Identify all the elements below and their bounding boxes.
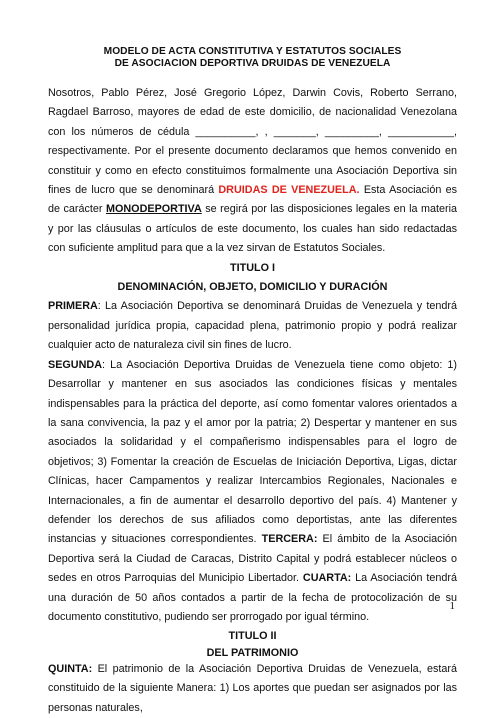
titulo-2-heading: TITULO II — [228, 630, 277, 643]
clause-primera — [48, 297, 457, 355]
titulo-2-subtitle: DEL PATRIMONIO — [206, 646, 299, 659]
clause-tercera-text: El ámbito de la Asociación Deportiva será la Ciudad de Caracas, Distrito Capital y podrá establecer núcleos o sedes en otros Parroquias del Municipio Libertador. — [48, 533, 457, 585]
title-line-1: MODELO DE ACTA CONSTITUTIVA Y ESTATUTOS SOCIALES — [103, 46, 402, 57]
clause-segunda-label: SEGUNDA — [48, 358, 102, 371]
titulo-1-subtitle: DENOMINACIÓN, OBJETO, DOMICILIO Y DURACIÓN — [117, 281, 388, 294]
intro-text-3: se regirá por las disposiciones legales en la materia y por las cláusulas o artículos de este documento, los cuales han sido redactadas con suficiente amplitud para que a la vez sirvan de Estatutos Sociales. — [48, 203, 457, 255]
clause-primera-text: : La Asociación Deportiva se denominará Druidas de Venezuela y tendrá personalidad jurídica propia, capacidad plena, patrimonio propio y podrá realizar cualquier acto de naturaleza civil sin fines de lucro. — [48, 300, 457, 352]
clause-primera-label: PRIMERA — [48, 300, 98, 313]
association-type: MONODEPORTIVA — [105, 203, 202, 216]
association-name: DRUIDAS DE VENEZUELA. — [218, 184, 360, 197]
title-line-2: DE ASOCIACION DEPORTIVA DRUIDAS DE VENEZUELA — [114, 58, 391, 69]
clause-tercera-label: TERCERA: — [261, 533, 318, 546]
page-number: 1 — [449, 600, 455, 612]
titulo-1-heading: TITULO I — [230, 261, 275, 274]
clause-cuarta-label: CUARTA: — [302, 572, 352, 585]
clause-segunda — [48, 356, 457, 628]
intro-paragraph — [48, 84, 457, 259]
intro-text-2: Esta Asociación es de carácter — [48, 184, 458, 216]
intro-text-1: Nosotros, Pablo Pérez, José Gregorio López, Darwin Covis, Roberto Serrano, Ragdael Barroso, mayores de edad de este domicilio, de nacionalidad Venezolana con los números de cédula __________, , _______, _________, ___________, respectivamente. Por el presente documento declaramos que hemos convenido en constituir y como en efecto constituimos formalmente una Asociación Deportiva sin fines de lucro que se denominará — [48, 87, 457, 197]
clause-quinta — [48, 660, 457, 718]
clause-cuarta-text: La Asociación tendrá una duración de 50 años contados a partir de la fecha de protocolización de su documento constitutivo, pudiendo ser prorrogado por igual término. — [48, 572, 457, 623]
document-title — [48, 46, 457, 70]
clause-quinta-text: El patrimonio de la Asociación Deportiva Druidas de Venezuela, estará constituido de la siguiente Manera: 1) Los aportes que puedan ser asignados por las personas naturales, — [48, 662, 457, 714]
clause-quinta-label: QUINTA: — [48, 662, 93, 675]
clause-segunda-text: : La Asociación Deportiva Druidas de Venezuela tiene como objeto: 1) Desarrollar y mantener en sus asociados las condiciones físicas y mentales indispensables para la práctica del deporte, así como fomentar valores orientados a la sana convivencia, la paz y el amor por la patria; 2) Despertar y mantener en sus asociados la solidaridad y el compañerismo indispensables para el logro de objetivos; 3) Fomentar la creación de Escuelas de Iniciación Deportiva, Ligas, dictar Clínicas, hacer Campamentos y realizar Intercambios Regionales, Nacionales e Internacionales, a fin de aumentar el desarrollo deportivo del país. 4) Mantener y defender los derechos de sus afiliados como deportistas, ante las diferentes instancias y situaciones correspondientes. — [48, 358, 457, 546]
